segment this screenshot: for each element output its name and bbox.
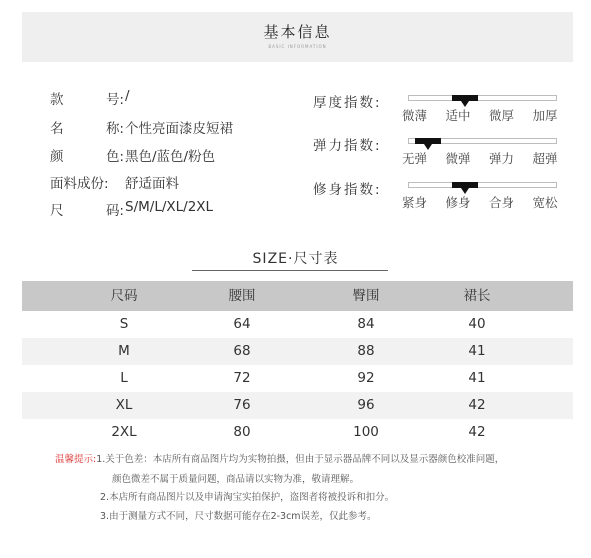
index-option: 微薄: [402, 108, 428, 123]
info-value: 个性亮面漆皮短裙: [125, 121, 233, 137]
index-option: 宽松: [532, 195, 558, 210]
table-header: [22, 281, 573, 311]
table-cell: M: [118, 343, 130, 359]
table-cell: 41: [468, 343, 486, 359]
table-cell: 41: [468, 370, 486, 386]
header-banner: [22, 12, 573, 62]
header-cell: 裙长: [463, 288, 491, 304]
table-cell: 88: [357, 343, 375, 359]
table-cell: 2XL: [111, 424, 137, 440]
index-label: 修身指数:: [313, 182, 382, 198]
note-label: 温馨提示:: [55, 454, 97, 465]
info-label: 尺 码:: [50, 203, 124, 219]
info-value: 舒适面料: [125, 176, 179, 192]
index-option: 适中: [445, 108, 471, 123]
index-option: 修身: [445, 195, 471, 210]
table-row: [22, 338, 573, 365]
info-label: 款 号:: [50, 92, 124, 108]
elasticity-index: [313, 133, 563, 173]
table-cell: 100: [353, 424, 379, 440]
table-cell: 40: [468, 316, 486, 332]
info-value: S/M/L/XL/2XL: [125, 199, 214, 215]
table-cell: 80: [233, 424, 251, 440]
table-cell: 96: [357, 397, 375, 413]
index-bar: [408, 182, 557, 188]
header-cell: 尺码: [110, 288, 138, 304]
note-line: 3.由于测量方式不同，尺寸数据可能存在2-3cm误差，仅此参考。: [100, 511, 377, 522]
table-cell: 72: [233, 370, 251, 386]
table-cell: 92: [357, 370, 375, 386]
page-subtitle: BASIC INFORMATION: [268, 44, 327, 49]
note-line: 2.本店所有商品图片以及申请淘宝实拍保护，盗图者将被投诉和扣分。: [100, 492, 395, 503]
index-label: 弹力指数:: [313, 138, 382, 154]
table-row: [22, 311, 573, 338]
index-bar: [408, 95, 557, 101]
table-cell: XL: [115, 397, 133, 413]
index-option: 超弹: [532, 151, 558, 166]
index-option: 弹力: [489, 151, 515, 166]
table-cell: 76: [233, 397, 251, 413]
table-cell: 42: [468, 397, 486, 413]
page-title: 基本信息: [263, 23, 332, 41]
table-cell: L: [120, 370, 128, 386]
index-option: 合身: [489, 195, 515, 210]
index-option: 微厚: [489, 108, 515, 123]
table-cell: 64: [233, 316, 251, 332]
thickness-index: [313, 90, 563, 130]
info-value: 黑色/蓝色/粉色: [125, 149, 216, 165]
index-option: 无弹: [402, 151, 428, 166]
info-label: 名 称:: [50, 121, 124, 137]
note-line: 颜色微差不属于质量问题，商品请以实物为准，敬请理解。: [112, 474, 360, 485]
table-cell: S: [119, 316, 129, 332]
index-option: 紧身: [402, 195, 428, 210]
table-row: [22, 419, 573, 446]
table-row: [22, 365, 573, 392]
info-label: 面料成份:: [50, 176, 109, 192]
size-table-title: SIZE·尺寸表: [252, 251, 339, 267]
header-cell: 臀围: [352, 288, 380, 304]
note-line: [55, 451, 504, 465]
index-option: 加厚: [532, 108, 558, 123]
info-value: /: [125, 88, 130, 104]
table-row: [22, 392, 573, 419]
index-label: 厚度指数:: [313, 95, 382, 111]
table-cell: 42: [468, 424, 486, 440]
title-underline: [192, 270, 388, 271]
note-text: 1.关于色差：本店所有商品图片均为实物拍摄，但由于显示器品牌不同以及显示器颜色校准问题，: [96, 454, 505, 465]
index-bar: [408, 138, 557, 144]
fit-index: [313, 177, 563, 217]
table-cell: 68: [233, 343, 251, 359]
header-cell: 腰围: [228, 288, 256, 304]
info-label: 颜 色:: [50, 149, 124, 165]
table-cell: 84: [357, 316, 375, 332]
index-option: 微弹: [445, 151, 471, 166]
